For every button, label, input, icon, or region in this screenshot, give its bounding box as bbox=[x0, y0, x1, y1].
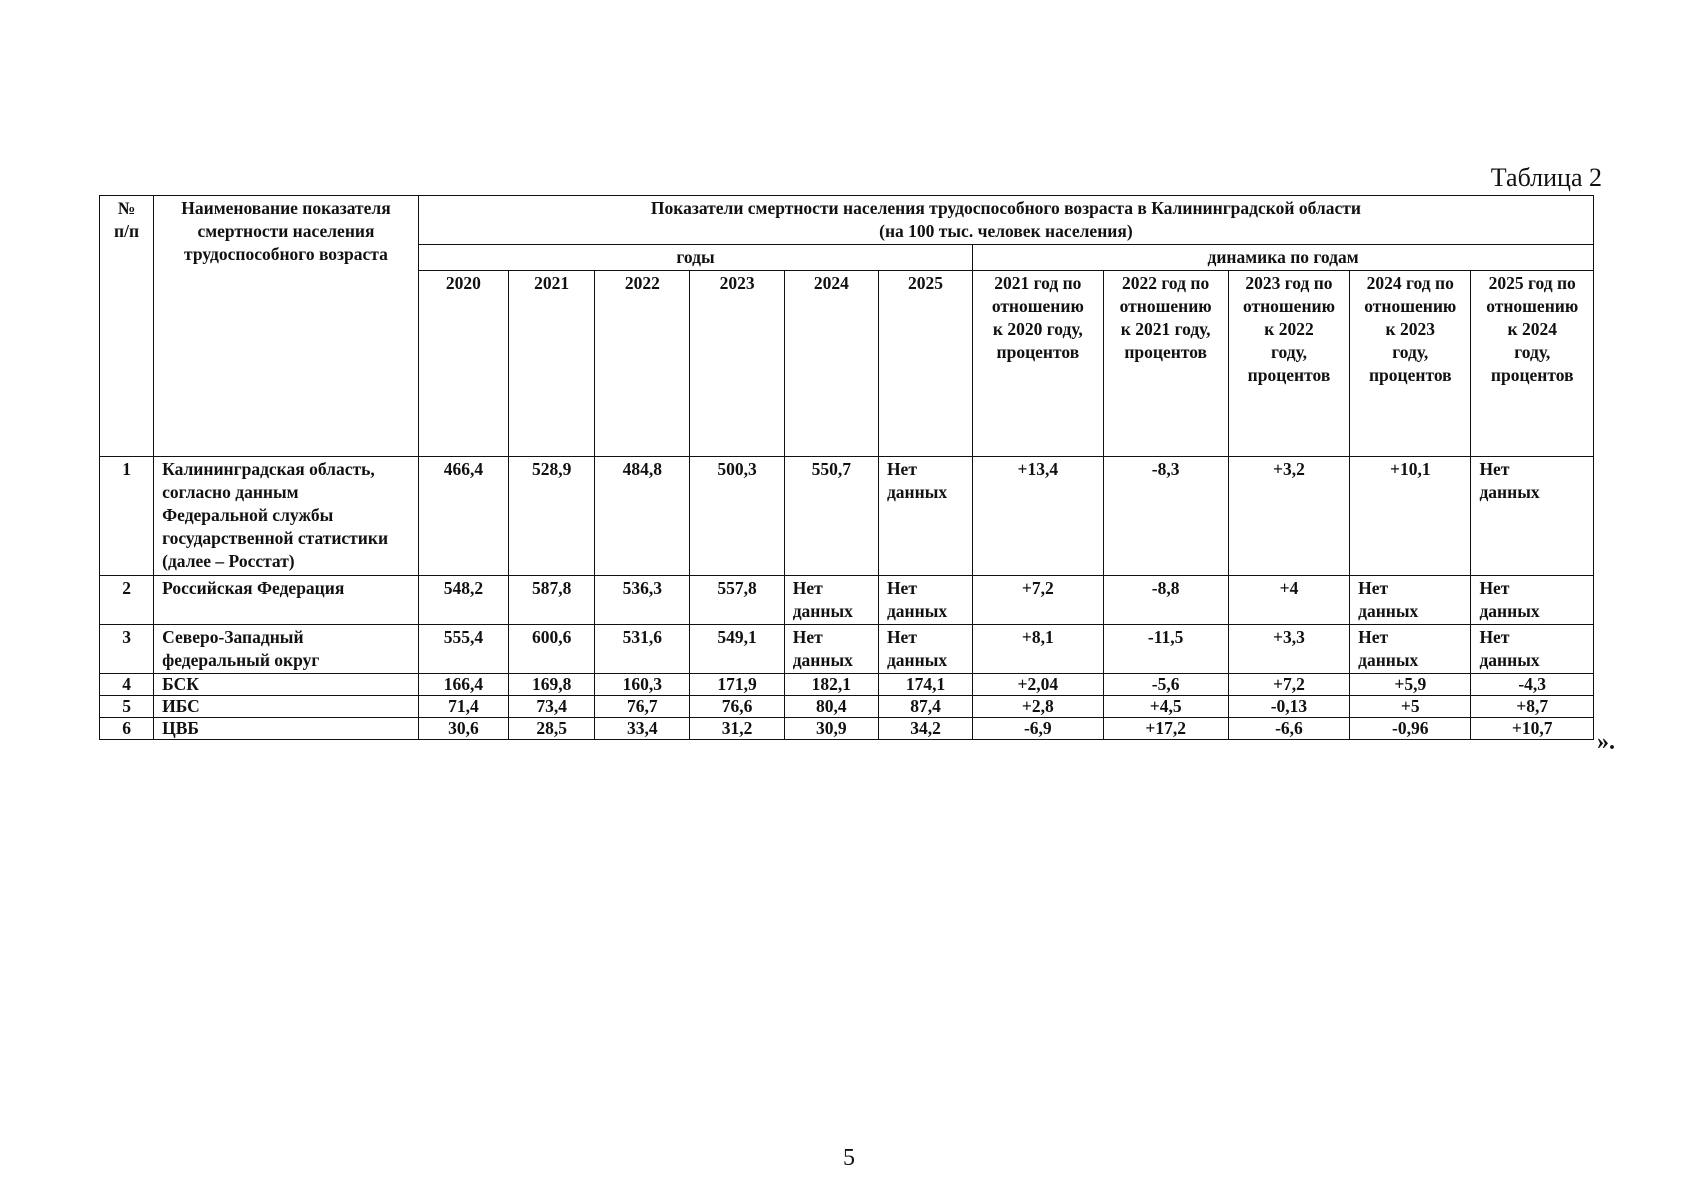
year-value: 33,4 bbox=[595, 718, 690, 740]
year-value: Нет данных bbox=[878, 576, 972, 625]
row-number: 5 bbox=[100, 696, 154, 718]
dynamics-value: -4,3 bbox=[1471, 674, 1594, 696]
year-value: 484,8 bbox=[595, 457, 690, 576]
year-value: 76,6 bbox=[690, 696, 784, 718]
year-value: Нет данных bbox=[784, 576, 878, 625]
table-row bbox=[100, 576, 1594, 625]
year-value: 466,4 bbox=[418, 457, 508, 576]
indicator-name: Северо-Западный федеральный округ bbox=[154, 625, 419, 674]
dynamics-value: +5,9 bbox=[1350, 674, 1471, 696]
indicator-name: Калининградская область, согласно данным Федеральной службы государственной статистики (далее – Росстат) bbox=[154, 457, 419, 576]
header-year: 2025 bbox=[878, 271, 972, 457]
dynamics-value: +5 bbox=[1350, 696, 1471, 718]
year-value: 34,2 bbox=[878, 718, 972, 740]
table-row bbox=[100, 696, 1594, 718]
dynamics-value: +13,4 bbox=[973, 457, 1103, 576]
header-num: № п/п bbox=[100, 196, 154, 457]
closing-quote: ». bbox=[1597, 729, 1615, 755]
dynamics-value: +10,1 bbox=[1350, 457, 1471, 576]
dynamics-value: +3,3 bbox=[1228, 625, 1349, 674]
dynamics-value: -8,3 bbox=[1103, 457, 1228, 576]
year-value: 87,4 bbox=[878, 696, 972, 718]
dynamics-value: -11,5 bbox=[1103, 625, 1228, 674]
header-year: 2023 bbox=[690, 271, 784, 457]
dynamics-value: +2,04 bbox=[973, 674, 1103, 696]
year-value: Нет данных bbox=[878, 625, 972, 674]
dynamics-value: Нет данных bbox=[1471, 576, 1594, 625]
header-dynamics: 2021 год по отношению к 2020 году, процентов bbox=[973, 271, 1103, 457]
dynamics-value: -5,6 bbox=[1103, 674, 1228, 696]
dynamics-value: Нет данных bbox=[1471, 457, 1594, 576]
dynamics-value: +10,7 bbox=[1471, 718, 1594, 740]
dynamics-value: +2,8 bbox=[973, 696, 1103, 718]
year-value: 548,2 bbox=[418, 576, 508, 625]
year-value: 531,6 bbox=[595, 625, 690, 674]
table-row bbox=[100, 718, 1594, 740]
header-year: 2024 bbox=[784, 271, 878, 457]
page-number: 5 bbox=[843, 1145, 855, 1171]
row-number: 4 bbox=[100, 674, 154, 696]
dynamics-value: -0,13 bbox=[1228, 696, 1349, 718]
year-value: Нет данных bbox=[784, 625, 878, 674]
table-row bbox=[100, 457, 1594, 576]
dynamics-value: Нет данных bbox=[1350, 625, 1471, 674]
dynamics-value: +4,5 bbox=[1103, 696, 1228, 718]
dynamics-value: +3,2 bbox=[1228, 457, 1349, 576]
year-value: Нет данных bbox=[878, 457, 972, 576]
dynamics-value: +4 bbox=[1228, 576, 1349, 625]
year-value: 30,9 bbox=[784, 718, 878, 740]
table-row bbox=[100, 625, 1594, 674]
year-value: 30,6 bbox=[418, 718, 508, 740]
indicator-name: ЦВБ bbox=[154, 718, 419, 740]
indicator-name: ИБС bbox=[154, 696, 419, 718]
year-value: 160,3 bbox=[595, 674, 690, 696]
header-year: 2020 bbox=[418, 271, 508, 457]
year-value: 28,5 bbox=[509, 718, 595, 740]
year-value: 555,4 bbox=[418, 625, 508, 674]
year-value: 600,6 bbox=[509, 625, 595, 674]
dynamics-value: Нет данных bbox=[1471, 625, 1594, 674]
dynamics-value: -0,96 bbox=[1350, 718, 1471, 740]
year-value: 587,8 bbox=[509, 576, 595, 625]
header-dynamics: 2023 год по отношению к 2022 году, процентов bbox=[1228, 271, 1349, 457]
dynamics-value: +8,1 bbox=[973, 625, 1103, 674]
dynamics-value: -8,8 bbox=[1103, 576, 1228, 625]
header-dynamics: 2022 год по отношению к 2021 году, процентов bbox=[1103, 271, 1228, 457]
table-row bbox=[100, 674, 1594, 696]
year-value: 80,4 bbox=[784, 696, 878, 718]
year-value: 31,2 bbox=[690, 718, 784, 740]
year-value: 174,1 bbox=[878, 674, 972, 696]
year-value: 550,7 bbox=[784, 457, 878, 576]
header-dynamics: 2024 год по отношению к 2023 году, процентов bbox=[1350, 271, 1471, 457]
header-year: 2021 bbox=[509, 271, 595, 457]
header-dynamics-group: динамика по годам bbox=[973, 245, 1594, 271]
row-number: 3 bbox=[100, 625, 154, 674]
indicator-name: БСК bbox=[154, 674, 419, 696]
year-value: 557,8 bbox=[690, 576, 784, 625]
header-dynamics: 2025 год по отношению к 2024 году, процентов bbox=[1471, 271, 1594, 457]
dynamics-value: Нет данных bbox=[1350, 576, 1471, 625]
dynamics-value: +8,7 bbox=[1471, 696, 1594, 718]
dynamics-value: +7,2 bbox=[1228, 674, 1349, 696]
year-value: 166,4 bbox=[418, 674, 508, 696]
mortality-table bbox=[99, 195, 1594, 740]
year-value: 169,8 bbox=[509, 674, 595, 696]
year-value: 76,7 bbox=[595, 696, 690, 718]
dynamics-value: -6,6 bbox=[1228, 718, 1349, 740]
year-value: 536,3 bbox=[595, 576, 690, 625]
header-years-group: годы bbox=[418, 245, 972, 271]
year-value: 549,1 bbox=[690, 625, 784, 674]
dynamics-value: +17,2 bbox=[1103, 718, 1228, 740]
year-value: 73,4 bbox=[509, 696, 595, 718]
year-value: 528,9 bbox=[509, 457, 595, 576]
row-number: 2 bbox=[100, 576, 154, 625]
year-value: 71,4 bbox=[418, 696, 508, 718]
row-number: 1 bbox=[100, 457, 154, 576]
year-value: 171,9 bbox=[690, 674, 784, 696]
row-number: 6 bbox=[100, 718, 154, 740]
header-year: 2022 bbox=[595, 271, 690, 457]
year-value: 500,3 bbox=[690, 457, 784, 576]
dynamics-value: +7,2 bbox=[973, 576, 1103, 625]
table-caption: Таблица 2 bbox=[1490, 163, 1602, 192]
indicator-name: Российская Федерация bbox=[154, 576, 419, 625]
header-indicator-name: Наименование показателя смертности населения трудоспособного возраста bbox=[154, 196, 419, 457]
dynamics-value: -6,9 bbox=[973, 718, 1103, 740]
header-group: Показатели смертности населения трудоспособного возраста в Калининградской области (на 100 тыс. человек населения) bbox=[418, 196, 1593, 245]
year-value: 182,1 bbox=[784, 674, 878, 696]
